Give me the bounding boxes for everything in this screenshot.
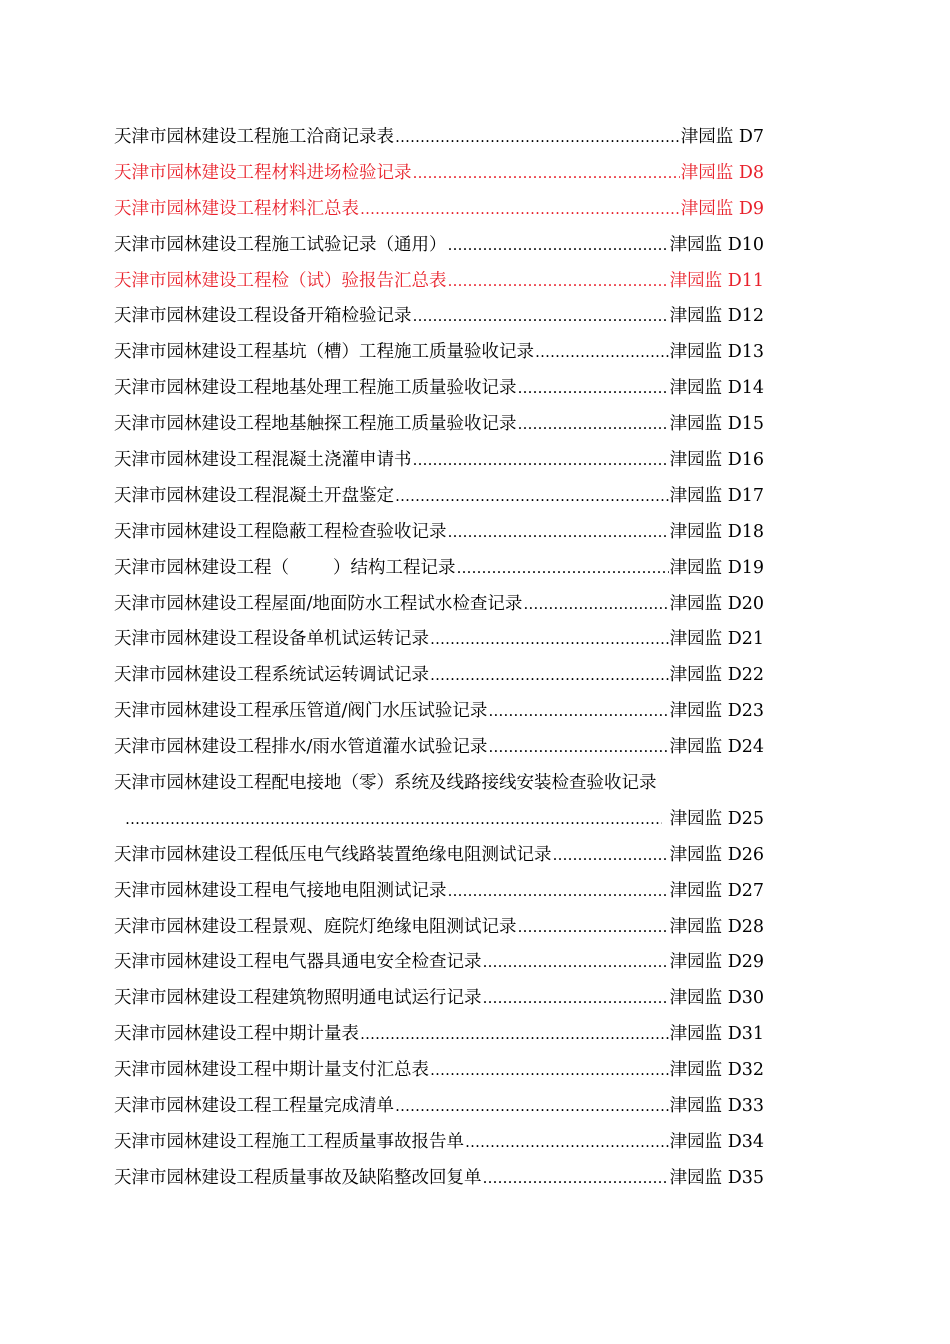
toc-entry-d20[interactable]: [114, 587, 764, 623]
leader-dots: [413, 299, 669, 335]
toc-entry-title: 天津市园林建设工程检（试）验报告汇总表: [114, 270, 447, 291]
toc-entry-code: 津园监 D7: [680, 127, 764, 147]
toc-entry-code: 津园监 D16: [669, 450, 764, 471]
toc-entry-title: 天津市园林建设工程施工试验记录（通用）: [114, 234, 447, 255]
toc-entry-title: 天津市园林建设工程配电接地（零）系统及线路接线安装检查验收记录: [114, 773, 657, 794]
toc-entry-d17[interactable]: [114, 479, 764, 515]
toc-entry-d25[interactable]: [114, 766, 764, 802]
toc-entry-title: 天津市园林建设工程承压管道/阀门水压试验记录: [114, 701, 488, 722]
toc-entry-title: 天津市园林建设工程质量事故及缺陷整改回复单: [114, 1167, 482, 1188]
toc-entry-code: 津园监 D9: [680, 198, 764, 219]
toc-entry-code: 津园监 D30: [669, 988, 764, 1009]
toc-entry-title: 天津市园林建设工程建筑物照明通电试运行记录: [114, 988, 482, 1009]
toc-entry-d16[interactable]: [114, 443, 764, 479]
toc-entry-title-part-b: ）结构工程记录: [333, 557, 456, 578]
leader-dots: [457, 551, 669, 587]
leader-dots: [413, 156, 680, 192]
toc-entry-code: 津园监 D21: [669, 629, 764, 650]
toc-entry-d35[interactable]: [114, 1161, 764, 1197]
toc-entry-code: 津园监 D33: [669, 1096, 764, 1117]
toc-entry-title: 天津市园林建设工程隐蔽工程检查验收记录: [114, 521, 447, 542]
toc-entry-code: 津园监 D35: [669, 1167, 764, 1188]
toc-entry-title: 天津市园林建设工程景观、庭院灯绝缘电阻测试记录: [114, 916, 517, 937]
leader-dots: [488, 730, 668, 766]
toc-entry-d22[interactable]: [114, 658, 764, 694]
toc-entry-d7[interactable]: [114, 120, 764, 156]
toc-entry-d23[interactable]: [114, 694, 764, 730]
leader-dots: [430, 622, 669, 658]
leader-dots: [395, 1089, 669, 1125]
toc-entry-code: 津园监 D13: [669, 342, 764, 363]
toc-entry-title: 天津市园林建设工程中期计量支付汇总表: [114, 1060, 429, 1081]
toc-entry-title: 天津市园林建设工程屋面/地面防水工程试水检查记录: [114, 593, 523, 614]
table-of-contents: [114, 120, 764, 1197]
toc-entry-d12[interactable]: [114, 299, 764, 335]
toc-entry-d8[interactable]: [114, 156, 764, 192]
toc-entry-d13[interactable]: [114, 335, 764, 371]
toc-entry-title: 天津市园林建设工程材料进场检验记录: [114, 162, 412, 183]
toc-entry-title: 天津市园林建设工程排水/雨水管道灌水试验记录: [114, 737, 488, 758]
toc-entry-code: 津园监 D15: [669, 414, 764, 435]
toc-entry-code: 津园监 D17: [669, 485, 764, 506]
leader-dots: [483, 945, 669, 981]
toc-entry-code: 津园监 D11: [669, 270, 764, 291]
leader-dots: [360, 1017, 669, 1053]
leader-dots: [448, 515, 669, 551]
toc-entry-d31[interactable]: [114, 1017, 764, 1053]
toc-entry-d14[interactable]: [114, 371, 764, 407]
toc-entry-title: 天津市园林建设工程混凝土开盘鉴定: [114, 485, 394, 506]
leader-dots: [125, 802, 662, 838]
leader-dots: [395, 479, 669, 515]
toc-entry-code: 津园监 D8: [680, 162, 764, 183]
toc-entry-code: 津园监 D12: [669, 306, 764, 327]
leader-dots: [360, 192, 680, 228]
leader-dots: [483, 1161, 669, 1197]
leader-dots: [430, 658, 669, 694]
toc-entry-code: 津园监 D18: [669, 521, 764, 542]
leader-dots: [430, 1053, 669, 1089]
toc-entry-title: 天津市园林建设工程中期计量表: [114, 1024, 359, 1045]
toc-entry-code: 津园监 D32: [669, 1060, 764, 1081]
leader-dots: [448, 228, 669, 264]
toc-entry-d18[interactable]: [114, 515, 764, 551]
leader-dots: [448, 264, 669, 300]
toc-entry-title: 天津市园林建设工程地基处理工程施工质量验收记录: [114, 378, 517, 399]
toc-entry-code: 津园监 D19: [669, 557, 764, 578]
leader-dots: [553, 838, 669, 874]
toc-entry-code: 津园监 D24: [669, 737, 764, 758]
toc-entry-d33[interactable]: [114, 1089, 764, 1125]
toc-entry-title: 天津市园林建设工程电气接地电阻测试记录: [114, 880, 447, 901]
leader-dots: [523, 587, 668, 623]
toc-entry-code: 津园监 D10: [669, 234, 764, 255]
toc-entry-code: 津园监 D26: [669, 844, 764, 865]
leader-dots: [395, 120, 680, 156]
leader-dots: [483, 981, 669, 1017]
toc-entry-code: 津园监 D29: [669, 952, 764, 973]
toc-entry-d27[interactable]: [114, 874, 764, 910]
toc-entry-code: 津园监 D23: [669, 701, 764, 722]
toc-entry-code: 津园监 D14: [669, 378, 764, 399]
toc-entry-d28[interactable]: [114, 910, 764, 946]
toc-entry-title: 天津市园林建设工程系统试运转调试记录: [114, 665, 429, 686]
toc-entry-d25-continuation[interactable]: [114, 802, 764, 838]
leader-dots: [518, 371, 669, 407]
toc-entry-d34[interactable]: [114, 1125, 764, 1161]
toc-entry-d9[interactable]: [114, 192, 764, 228]
toc-entry-title: 天津市园林建设工程设备开箱检验记录: [114, 306, 412, 327]
toc-entry-title: [114, 551, 456, 587]
toc-entry-code: 津园监 D20: [669, 593, 764, 614]
toc-entry-d15[interactable]: [114, 407, 764, 443]
toc-entry-code: 津园监 D28: [669, 916, 764, 937]
toc-entry-d32[interactable]: [114, 1053, 764, 1089]
leader-dots: [535, 335, 669, 371]
toc-entry-d11[interactable]: [114, 264, 764, 300]
toc-entry-d26[interactable]: [114, 838, 764, 874]
toc-entry-d24[interactable]: [114, 730, 764, 766]
toc-entry-title: 天津市园林建设工程设备单机试运转记录: [114, 629, 429, 650]
toc-entry-title: 天津市园林建设工程施工洽商记录表: [114, 127, 394, 147]
toc-entry-code: 津园监 D31: [669, 1024, 764, 1045]
toc-entry-code: 津园监 D22: [669, 665, 764, 686]
leader-dots: [518, 910, 669, 946]
toc-entry-title: 天津市园林建设工程材料汇总表: [114, 198, 359, 219]
toc-entry-d29[interactable]: [114, 945, 764, 981]
toc-entry-title: 天津市园林建设工程混凝土浇灌申请书: [114, 450, 412, 471]
leader-dots: [413, 443, 669, 479]
toc-entry-d10[interactable]: [114, 228, 764, 264]
toc-entry-title-part-a: 天津市园林建设工程（: [114, 557, 289, 578]
toc-entry-d30[interactable]: [114, 981, 764, 1017]
toc-entry-title: 天津市园林建设工程地基触探工程施工质量验收记录: [114, 414, 517, 435]
leader-dots: [518, 407, 669, 443]
toc-entry-title: 天津市园林建设工程工程量完成清单: [114, 1096, 394, 1117]
toc-entry-code: 津园监 D25: [669, 808, 764, 829]
toc-entry-code: 津园监 D27: [669, 880, 764, 901]
toc-entry-title: 天津市园林建设工程低压电气线路装置绝缘电阻测试记录: [114, 844, 552, 865]
toc-entry-title: 天津市园林建设工程基坑（槽）工程施工质量验收记录: [114, 342, 534, 363]
toc-entry-d21[interactable]: [114, 622, 764, 658]
leader-dots: [448, 874, 669, 910]
toc-entry-code: 津园监 D34: [669, 1131, 764, 1152]
toc-entry-d19[interactable]: [114, 551, 764, 587]
toc-entry-title: 天津市园林建设工程施工工程质量事故报告单: [114, 1131, 464, 1152]
leader-dots: [488, 694, 668, 730]
leader-dots: [465, 1125, 669, 1161]
toc-entry-title: 天津市园林建设工程电气器具通电安全检查记录: [114, 952, 482, 973]
